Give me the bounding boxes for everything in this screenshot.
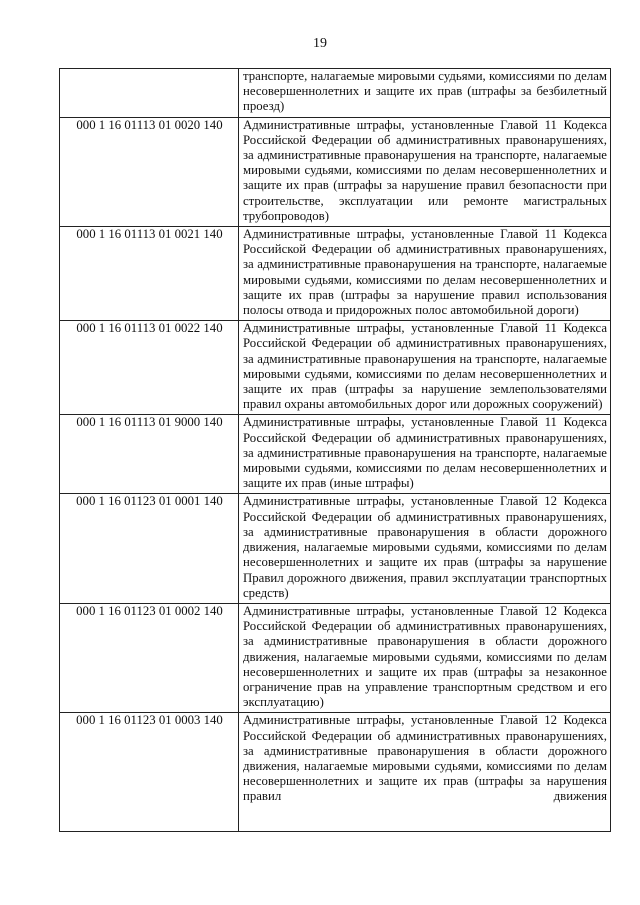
row-description-cell <box>239 713 611 832</box>
row-code: 000 1 16 01123 01 0002 140 <box>60 603 239 712</box>
row-description: Административные штрафы, установленные Главой 12 Кодекса Российской Федерации об административных правонарушениях, за административные правонарушения в области дорожного движения, налагаемые мировыми судьями, комиссиями по делам несовершеннолетних и защите их прав (штрафы за нарушение Правил дорожного движения, правил эксплуатации транспортных средств) <box>239 494 611 603</box>
row-code: 000 1 16 01123 01 0003 140 <box>60 713 239 832</box>
row-code <box>60 69 239 118</box>
table-row <box>60 494 611 603</box>
row-description: Административные штрафы, установленные Главой 11 Кодекса Российской Федерации об административных правонарушениях, за административные правонарушения на транспорте, налагаемые мировыми судьями, комиссиями по делам несовершеннолетних и защите их прав (штрафы за нарушение правил безопасности при строительстве, эксплуатации или ремонте магистральных трубопроводов) <box>239 117 611 226</box>
row-code: 000 1 16 01123 01 0001 140 <box>60 494 239 603</box>
table-row <box>60 69 611 118</box>
row-code: 000 1 16 01113 01 0022 140 <box>60 321 239 415</box>
row-code: 000 1 16 01113 01 0020 140 <box>60 117 239 226</box>
row-description: Административные штрафы, установленные Главой 12 Кодекса Российской Федерации об административных правонарушениях, за административные правонарушения в области дорожного движения, налагаемые мировыми судьями, комиссиями по делам несовершеннолетних и защите их прав (штрафы за незаконное ограничение прав на управление транспортным средством и его эксплуатацию) <box>239 603 611 712</box>
table-row <box>60 415 611 494</box>
table-row <box>60 227 611 321</box>
page-number: 19 <box>313 36 327 51</box>
row-description: Административные штрафы, установленные Главой 12 Кодекса Российской Федерации об административных правонарушениях, за административные правонарушения в области дорожного движения, налагаемые мировыми судьями, комиссиями по делам несовершеннолетних и защите их прав (штрафы за нарушения правил движения <box>243 713 607 804</box>
table-row <box>60 713 611 832</box>
table-row <box>60 603 611 712</box>
row-code: 000 1 16 01113 01 9000 140 <box>60 415 239 494</box>
table-row <box>60 321 611 415</box>
row-description: Административные штрафы, установленные Главой 11 Кодекса Российской Федерации об административных правонарушениях, за административные правонарушения на транспорте, налагаемые мировыми судьями, комиссиями по делам несовершеннолетних и защите их прав (штрафы за нарушение землепользователями правил охраны автомобильных дорог или дорожных сооружений) <box>239 321 611 415</box>
row-description: Административные штрафы, установленные Главой 11 Кодекса Российской Федерации об административных правонарушениях, за административные правонарушения на транспорте, налагаемые мировыми судьями, комиссиями по делам несовершеннолетних и защите их прав (штрафы за нарушение правил использования полосы отвода и придорожных полос автомобильной дороги) <box>239 227 611 321</box>
table-row <box>60 117 611 226</box>
budget-codes-table <box>59 68 611 832</box>
row-description: Административные штрафы, установленные Главой 11 Кодекса Российской Федерации об административных правонарушениях, за административные правонарушения на транспорте, налагаемые мировыми судьями, комиссиями по делам несовершеннолетних и защите их прав (иные штрафы) <box>239 415 611 494</box>
row-description: транспорте, налагаемые мировыми судьями, комиссиями по делам несовершеннолетних и защите их прав (штрафы за безбилетный проезд) <box>239 69 611 118</box>
row-code: 000 1 16 01113 01 0021 140 <box>60 227 239 321</box>
